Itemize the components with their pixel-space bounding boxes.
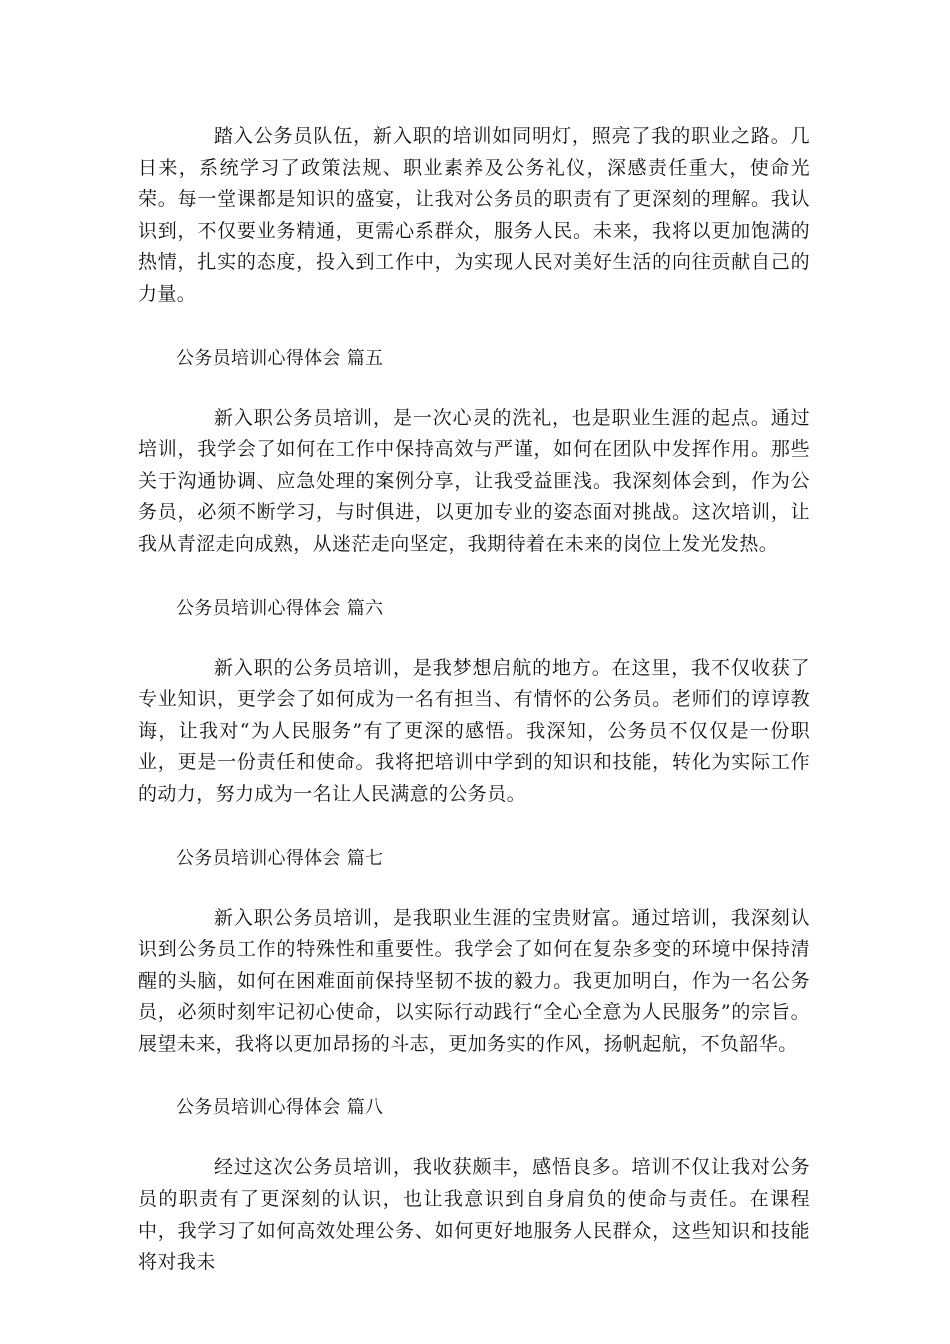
paragraph-section-8: 经过这次公务员培训，我收获颇丰，感悟良多。培训不仅让我对公务员的职责有了更深刻的认识，也让我意识到自身肩负的使命与责任。在课程中，我学习了如何高效处理公务、如何更好地服务人民群众，这些知识和技能将对我未 xyxy=(138,1156,810,1274)
document-body xyxy=(138,121,810,1315)
paragraph-section-5: 新入职公务员培训，是一次心灵的洗礼，也是职业生涯的起点。通过培训，我学会了如何在工作中保持高效与严谨，如何在团队中发挥作用。那些关于沟通协调、应急处理的案例分享，让我受益匪浅。我深刻体会到，作为公务员，必须不断学习，与时俱进，以更加专业的姿态面对挑战。这次培训，让我从青涩走向成熟，从迷茫走向坚定，我期待着在未来的岗位上发光发热。 xyxy=(138,406,810,555)
section-heading-7: 公务员培训心得体会 篇七 xyxy=(176,847,384,869)
paragraph-section-7: 新入职公务员培训，是我职业生涯的宝贵财富。通过培训，我深刻认识到公务员工作的特殊性和重要性。我学会了如何在复杂多变的环境中保持清醒的头脑，如何在困难面前保持坚韧不拔的毅力。我更加明白，作为一名公务员，必须时刻牢记初心使命，以实际行动践行“全心全意为人民服务”的宗旨。展望未来，我将以更加昂扬的斗志，更加务实的作风，扬帆起航，不负韶华。 xyxy=(138,906,810,1055)
paragraph-section-6: 新入职的公务员培训，是我梦想启航的地方。在这里，我不仅收获了专业知识，更学会了如何成为一名有担当、有情怀的公务员。老师们的谆谆教诲，让我对“为人民服务”有了更深的感悟。我深知，公务员不仅仅是一份职业，更是一份责任和使命。我将把培训中学到的知识和技能，转化为实际工作的动力，努力成为一名让人民满意的公务员。 xyxy=(138,656,810,805)
section-heading-8: 公务员培训心得体会 篇八 xyxy=(176,1097,384,1119)
section-heading-6: 公务员培训心得体会 篇六 xyxy=(176,597,384,619)
paragraph-intro: 踏入公务员队伍，新入职的培训如同明灯，照亮了我的职业之路。几日来，系统学习了政策法规、职业素养及公务礼仪，深感责任重大，使命光荣。每一堂课都是知识的盛宴，让我对公务员的职责有了更深刻的理解。我认识到，不仅要业务精通，更需心系群众，服务人民。未来，我将以更加饱满的热情，扎实的态度，投入到工作中，为实现人民对美好生活的向往贡献自己的力量。 xyxy=(138,125,810,305)
section-heading-5: 公务员培训心得体会 篇五 xyxy=(176,347,384,369)
